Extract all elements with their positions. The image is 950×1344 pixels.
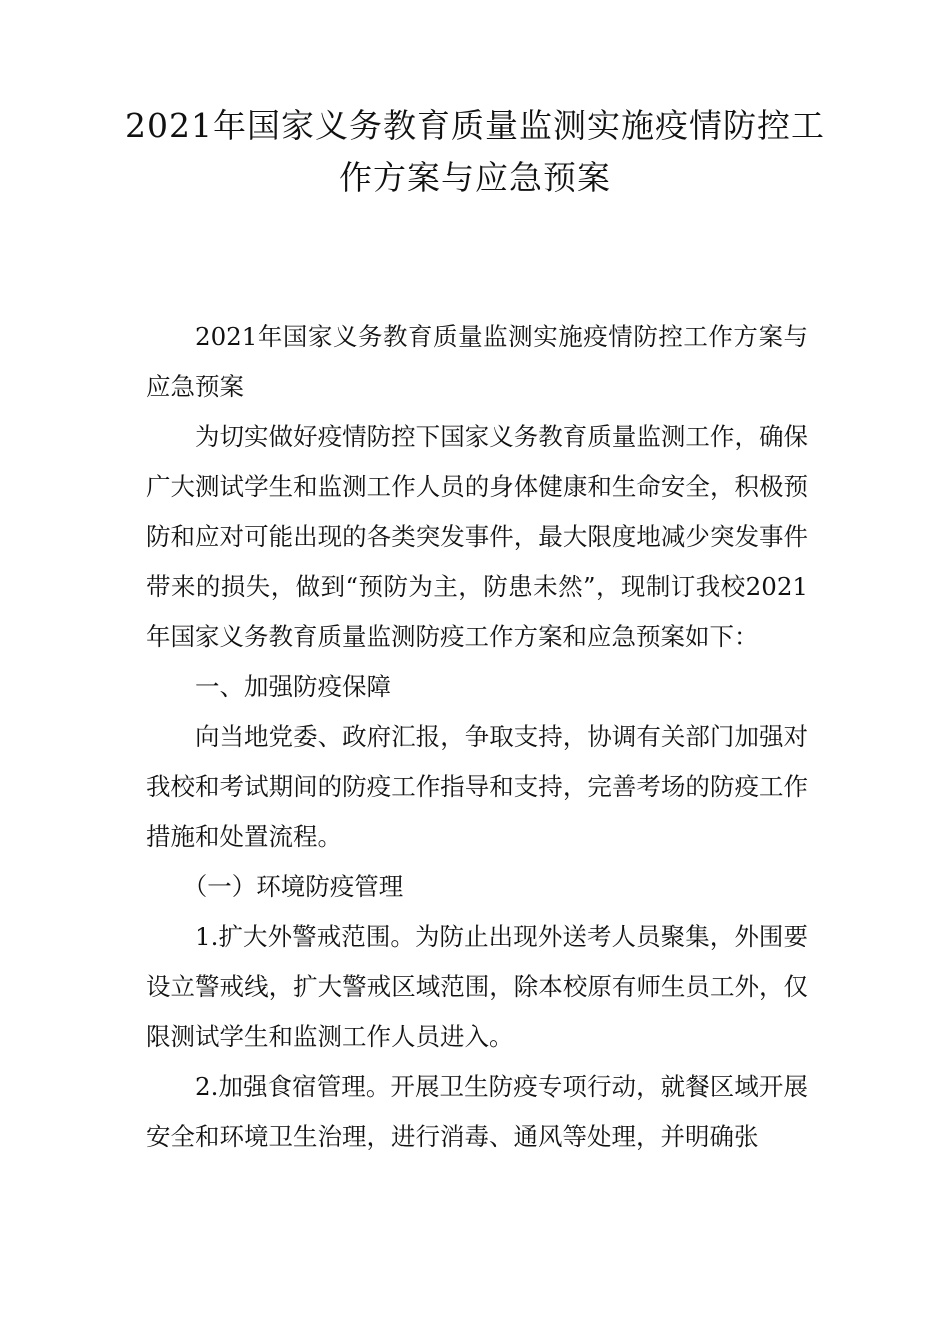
subsection-heading-1: （一）环境防疫管理 <box>182 872 404 901</box>
document-body <box>146 312 808 1162</box>
document-title: 2021年国家义务教育质量监测实施疫情防控工作方案与应急预案 <box>125 106 825 197</box>
paragraph-intro: 为切实做好疫情防控下国家义务教育质量监测工作，确保广大测试学生和监测工作人员的身体健康和生命安全，积极预防和应对可能出现的各类突发事件，最大限度地减少突发事件带来的损失，做到“预防为主，防患未然”，现制订我校2021年国家义务教育质量监测防疫工作方案和应急预案如下： <box>146 422 808 651</box>
section-heading-1: 一、加强防疫保障 <box>195 672 391 701</box>
paragraph-item-1: 1.扩大外警戒范围。为防止出现外送考人员聚集，外围要设立警戒线，扩大警戒区域范围，除本校原有师生员工外，仅限测试学生和监测工作人员进入。 <box>146 922 808 1051</box>
paragraph-restated-title: 2021年国家义务教育质量监测实施疫情防控工作方案与应急预案 <box>146 322 808 401</box>
paragraph-item-2: 2.加强食宿管理。开展卫生防疫专项行动，就餐区域开展安全和环境卫生治理，进行消毒、通风等处理，并明确张 <box>146 1072 808 1151</box>
paragraph-section-1: 向当地党委、政府汇报，争取支持，协调有关部门加强对我校和考试期间的防疫工作指导和支持，完善考场的防疫工作措施和处置流程。 <box>146 722 808 851</box>
